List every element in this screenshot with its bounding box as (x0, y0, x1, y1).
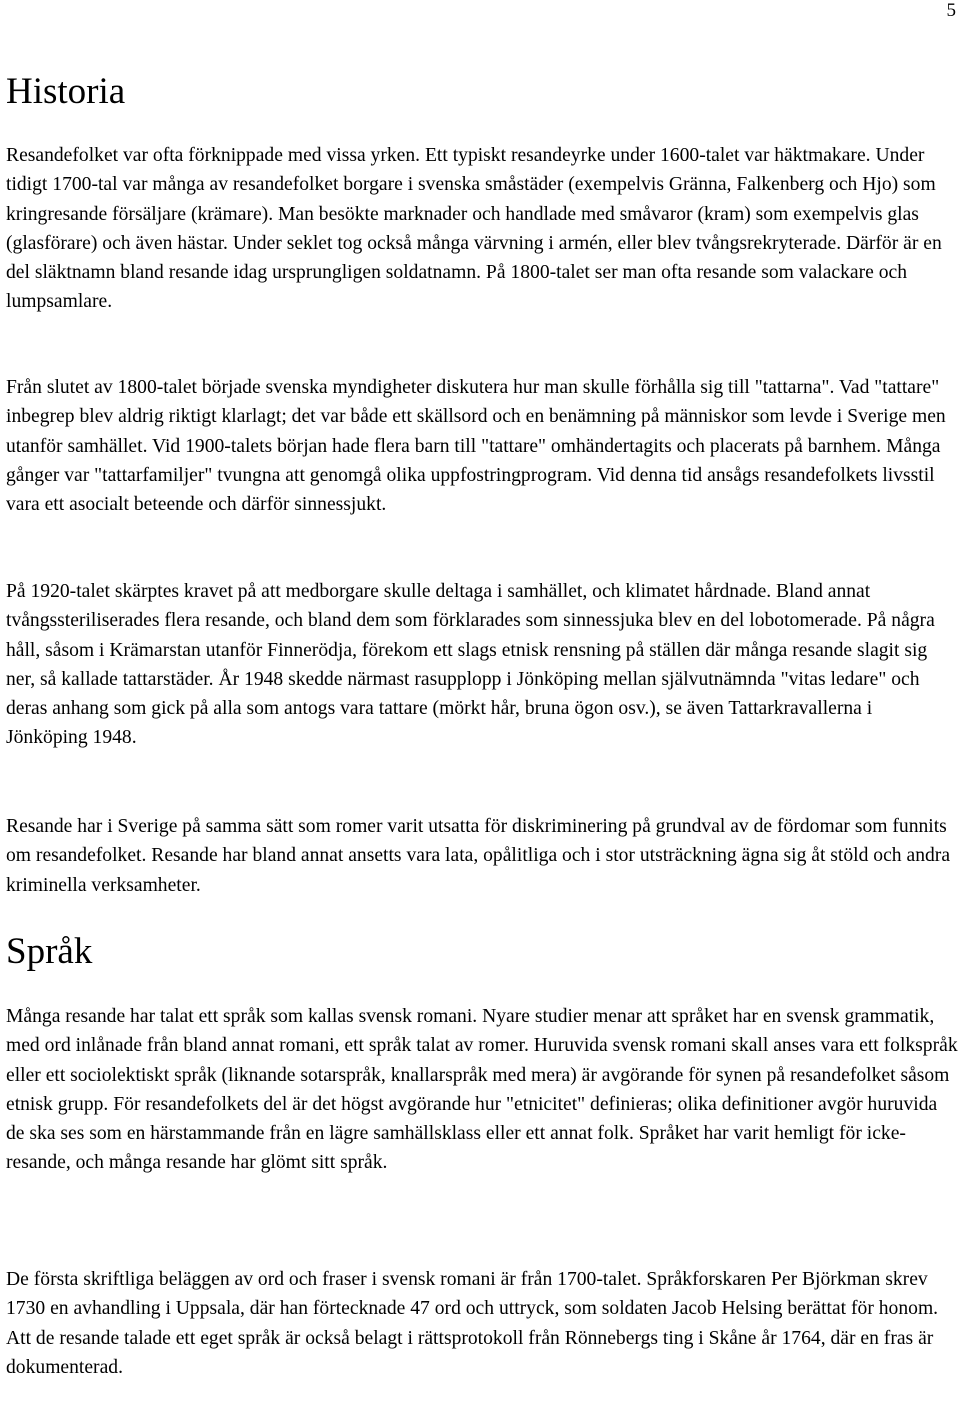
paragraph: Från slutet av 1800-talet började svenska myndigheter diskutera hur man skulle förhålla sig till "tattarna". Vad "tattare" inbegrep blev aldrig riktigt klarlagt; det var både ett skällsord och en benämning på människor som levde i Sverige men utanför samhället. Vid 1900-talets början hade flera barn till "tattare" omhändertagits och placerats på barnhem. Många gånger var "tattarfamiljer" tvungna att genomgå olika uppfostringprogram. Vid denna tid ansågs resandefolkets livsstil vara ett asocialt beteende och därför sinnessjukt. (6, 377, 946, 516)
section-title-sprak: Språk (6, 931, 93, 972)
page-number: 5 (946, 0, 956, 21)
paragraph: Resande har i Sverige på samma sätt som romer varit utsatta för diskriminering på grundval av de fördomar som funnits om resandefolket. Resande har bland annat ansetts vara lata, opålitliga och i stor utsträckning ägna sig åt stöld och andra kriminella verksamheter. (6, 816, 951, 896)
paragraph: Många resande har talat ett språk som kallas svensk romani. Nyare studier menar att språket har en svensk grammatik, med ord inlånade från bland annat romani, ett språk talat av romer. Huruvida svensk romani skall anses vara ett folkspråk eller ett sociolektiskt språk (liknande sotarspråk, knallarspråk med mera) är avgörande för synen på resandefolket såsom etnisk grupp. För resandefolkets del är det högst avgörande hur "etnicitet" definieras; olika definitioner avgör huruvida de ska ses som en härstammande från en lägre samhällsklass eller ett annat folk. Språket har varit hemligt för icke-resande, och många resande har glömt sitt språk. (6, 1006, 958, 1174)
paragraph: De första skriftliga beläggen av ord och fraser i svensk romani är från 1700-talet. Språkforskaren Per Björkman skrev 1730 en avhandling i Uppsala, där han förtecknade 47 ord och uttryck, som soldaten Jacob Helsing berättat för honom. Att de resande talade ett eget språk är också belagt i rättsprotokoll från Rönnebergs ting i Skåne år 1764, där en fras är dokumenterad. (6, 1269, 939, 1378)
section-title-historia: Historia (6, 71, 126, 112)
paragraph: Resandefolket var ofta förknippade med vissa yrken. Ett typiskt resandeyrke under 1600-talet var häktmakare. Under tidigt 1700-tal var många av resandefolket borgare i svenska småstäder (exempelvis Gränna, Falkenberg och Hjo) som kringresande försäljare (krämare). Man besökte marknader och handlade med småvaror (kram) som exempelvis glas (glasförare) och även hästar. Under seklet tog också många värvning i armén, eller blev tvångsrekryterade. Därför är en del släktnamn bland resande idag ursprungligen soldatnamn. På 1800-talet ser man ofta resande som valackare och lumpsamlare. (6, 145, 942, 313)
paragraph: På 1920-talet skärptes kravet på att medborgare skulle deltaga i samhället, och klimatet hårdnade. Bland annat tvångssteriliserades flera resande, och bland dem som förklarades som sinnessjuka blev en del lobotomerade. På några håll, såsom i Krämarstan utanför Finnerödja, förekom ett slags etnisk rensning på ställen där många resande slagit sig ner, så kallade tattarstäder. År 1948 skedde närmast rasupplopp i Jönköping mellan självutnämnda "vitas ledare" och deras anhang som gick på alla som antogs vara tattare (mörkt hår, bruna ögon osv.), se även Tattarkravallerna i Jönköping 1948. (6, 581, 935, 749)
